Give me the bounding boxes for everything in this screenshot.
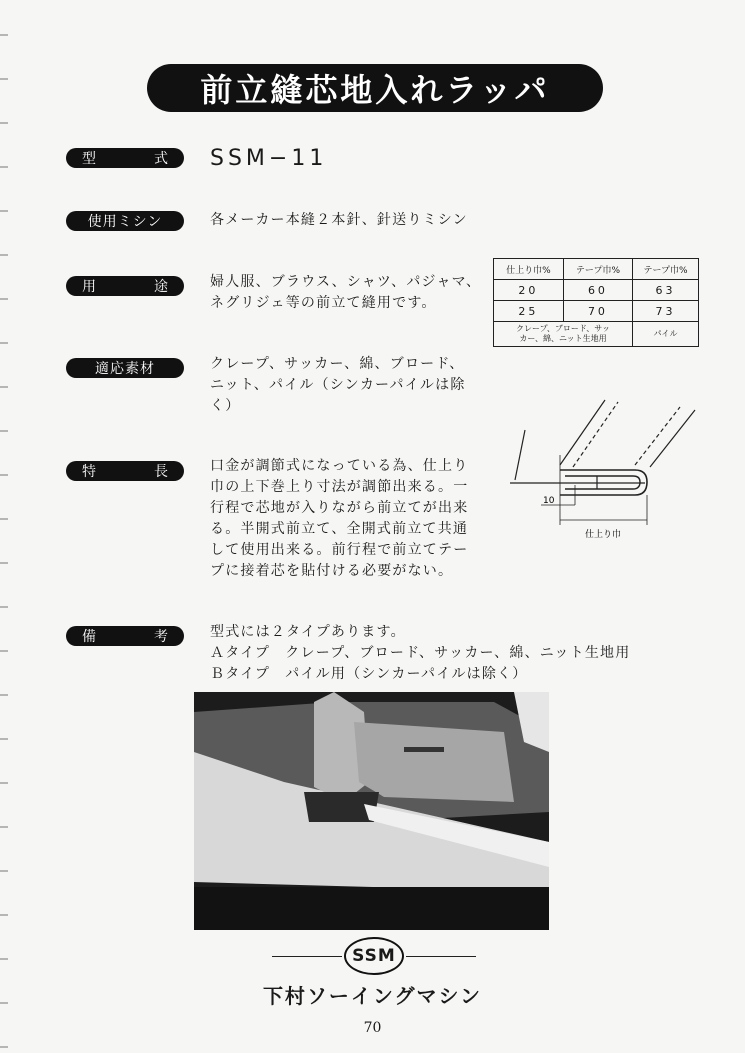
feature-line: 巾の上下巻上り寸法が調節出来る。一 <box>210 479 469 495</box>
material-text <box>210 354 466 417</box>
remarks-line: Ａタイプ クレープ、ブロード、サッカー、綿、ニット生地用 <box>210 645 631 661</box>
footer-rule-right <box>406 956 476 957</box>
table-cell: 60 <box>563 280 632 301</box>
label-model-a: 型 <box>82 151 96 167</box>
feature-line: 口金が調節式になっている為、仕上り <box>210 458 469 474</box>
feature-line: 行程で芯地が入りながら前立てが出来 <box>210 500 469 516</box>
machine-text: 各メーカー本縫２本針、針送りミシン <box>210 212 468 228</box>
photo-floor <box>194 887 549 930</box>
table-header: テープ巾% <box>563 259 632 280</box>
table-row <box>494 301 699 322</box>
remarks-text <box>210 622 630 685</box>
folder-diagram <box>505 395 705 545</box>
type-a-line: クレープ、ブロード、サッ <box>515 324 611 333</box>
spec-table <box>493 258 699 347</box>
label-model <box>66 148 184 168</box>
feature-line: プに接着芯を貼付ける必要がない。 <box>210 563 454 579</box>
remarks-line: Ｂタイプ パイル用（シンカーパイルは除く） <box>210 666 528 682</box>
table-cell: 70 <box>563 301 632 322</box>
table-cell: 20 <box>494 280 564 301</box>
feature-text <box>210 456 468 582</box>
label-model-b: 式 <box>154 151 168 167</box>
table-cell: 63 <box>633 280 699 301</box>
label-remarks-a: 備 <box>82 629 96 645</box>
label-machine: 使用ミシン <box>66 211 184 231</box>
tape-line-right <box>650 410 695 467</box>
dim-label-width: 仕上り巾 <box>585 530 622 540</box>
label-remarks <box>66 626 184 646</box>
label-remarks-b: 考 <box>154 629 168 645</box>
table-header-row <box>494 259 699 280</box>
tape-line-left <box>560 400 605 465</box>
ssm-logo: SSM <box>344 937 404 975</box>
page-number: 70 <box>363 1020 382 1036</box>
label-feature-b: 長 <box>154 464 168 480</box>
label-feature <box>66 461 184 481</box>
label-usage-b: 途 <box>154 279 168 295</box>
material-line: クレープ、サッカー、綿、ブロード、 <box>210 356 465 372</box>
table-row <box>494 280 699 301</box>
table-cell-type-a <box>494 322 633 347</box>
table-cell-type-b: パイル <box>633 322 699 347</box>
machine-label-plate <box>404 747 444 752</box>
label-usage <box>66 276 184 296</box>
table-header: テープ巾% <box>633 259 699 280</box>
tape-line-left-dashed <box>573 402 618 467</box>
type-a-line: カー、綿、ニット生地用 <box>519 334 607 343</box>
tape-line-right-dashed <box>635 407 680 465</box>
fabric-edge-line <box>515 430 525 480</box>
material-line: ニット、パイル（シンカーパイルは除 <box>210 377 466 393</box>
usage-line: 婦人服、ブラウス、シャツ、パジャマ、 <box>210 274 482 290</box>
table-row <box>494 322 699 347</box>
remarks-line: 型式には２タイプあります。 <box>210 624 406 640</box>
footer-rule-left <box>272 956 342 957</box>
table-header: 仕上り巾% <box>494 259 564 280</box>
page-title: 前立縫芯地入れラッパ <box>147 64 603 112</box>
feature-line: る。半開式前立て、全開式前立て共通 <box>210 521 469 537</box>
label-feature-a: 特 <box>82 464 96 480</box>
material-line: く） <box>210 398 241 414</box>
label-usage-a: 用 <box>82 279 96 295</box>
table-cell: 25 <box>494 301 564 322</box>
sewing-machine-photo <box>194 692 549 930</box>
machine-arm <box>354 722 514 802</box>
usage-line: ネグリジェ等の前立て縫用です。 <box>210 295 437 311</box>
model-number: SSM−11 <box>210 146 328 171</box>
label-material: 適応素材 <box>66 358 184 378</box>
table-cell: 73 <box>633 301 699 322</box>
dim-label-10: 10 <box>543 496 555 506</box>
company-name: 下村ソーイングマシン <box>262 984 483 1008</box>
feature-line: して使用出来る。前行程で前立てテー <box>210 542 469 558</box>
binding-holes <box>0 0 8 1053</box>
usage-text <box>210 272 481 314</box>
